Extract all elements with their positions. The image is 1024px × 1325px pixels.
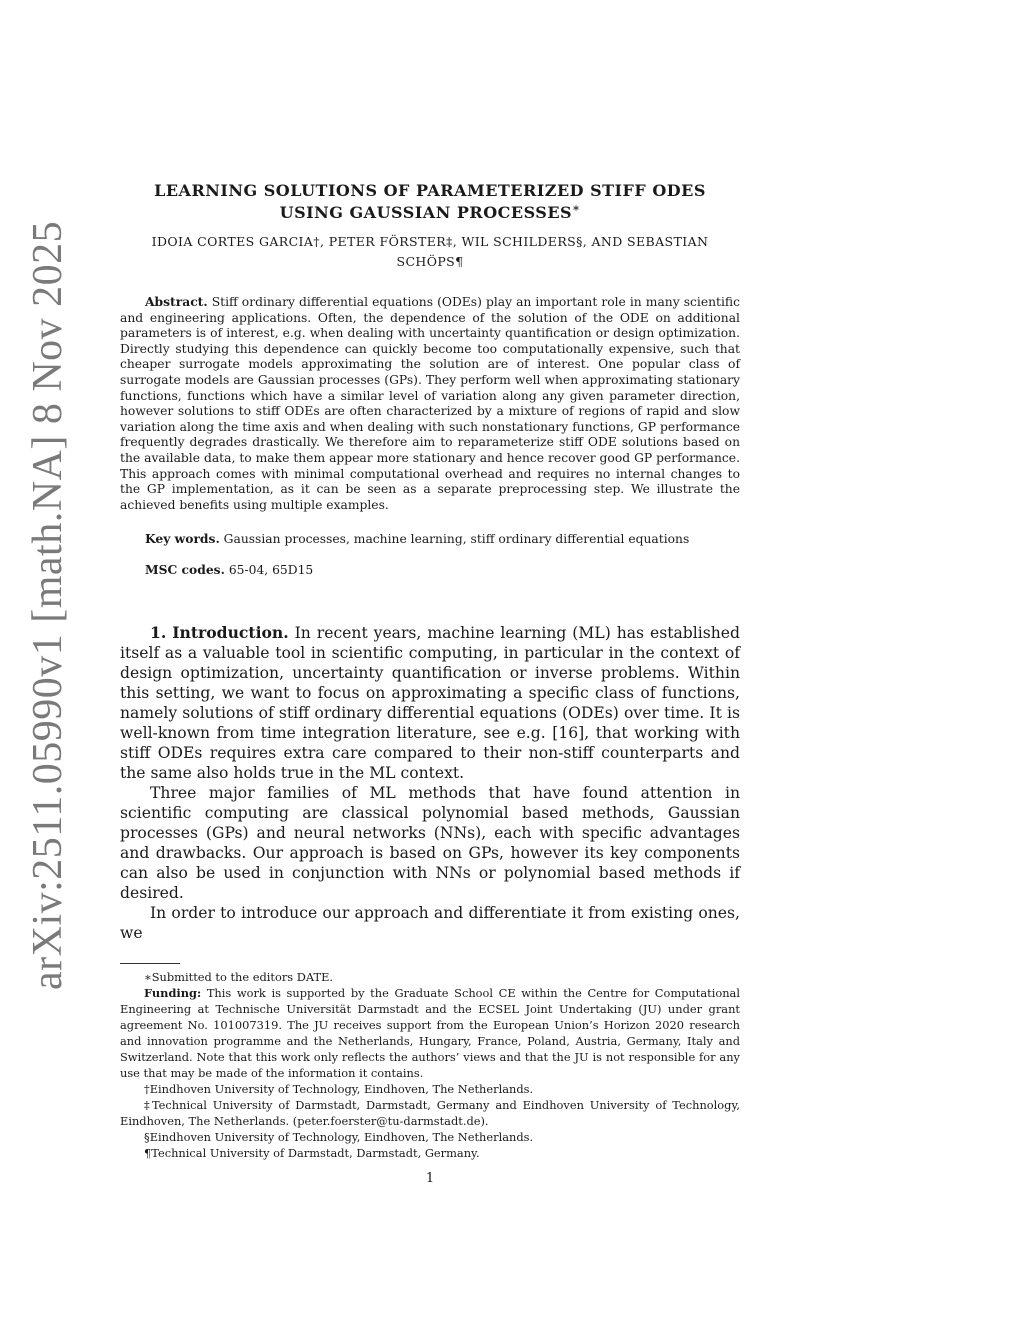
abstract	[120, 294, 740, 513]
msc-codes	[120, 562, 740, 577]
paper-page	[120, 180, 740, 943]
footnote-dagger: †Eindhoven University of Technology, Eindhoven, The Netherlands.	[144, 1082, 534, 1096]
arxiv-identifier-stamp: arXiv:2511.05990v1 [math.NA] 8 Nov 2025	[25, 220, 71, 990]
title-line-2: USING GAUSSIAN PROCESSES	[279, 203, 573, 222]
keywords	[120, 531, 740, 546]
intro-paragraph-2: Three major families of ML methods that have found attention in scientific computing are classical polynomial based methods, Gaussian processes (GPs) and neural networks (NNs), each with specific advantages and drawbacks. Our approach is based on GPs, however its key components can also be used in conjunction with NNs or polynomial based methods if desired.	[120, 784, 740, 903]
paper-title	[120, 180, 740, 224]
keywords-label: Key words.	[145, 531, 220, 547]
footnote-double-dagger: ‡Technical University of Darmstadt, Darmstadt, Germany and Eindhoven University of Technology, Eindhoven, The Netherlands. (peter.foerster@tu-darmstadt.de).	[120, 1098, 740, 1128]
funding-text: This work is supported by the Graduate School CE within the Centre for Computational Engineering at Technische Universität Darmstadt and the ECSEL Joint Undertaking (JU) under grant agreement No. 101007319. The JU receives support from the European Union’s Horizon 2020 research and innovation programme and the Netherlands, Hungary, France, Poland, Austria, Germany, Italy and Switzerland. Note that this work only reflects the authors’ views and that the JU is not responsible for any use that may be made of the information it contains.	[120, 986, 740, 1080]
abstract-label: Abstract.	[145, 294, 208, 309]
introduction-section	[120, 623, 740, 943]
abstract-text: Stiff ordinary differential equations (ODEs) play an important role in many scientific and engineering applications. Often, the dependence of the solution of the ODE on additional parameters is of interest, e.g. when dealing with uncertainty quantification or design optimization. Directly studying this dependence can quickly become too computationally expensive, such that cheaper surrogate models approximating the solution are of interest. One popular class of surrogate models are Gaussian processes (GPs). They perform well when approximating stationary functions, functions which have a similar level of variation along any given parameter direction, however solutions to stiff ODEs are often characterized by a mixture of regions of rapid and slow variation along the time axis and when dealing with such nonstationary functions, GP performance frequently degrades drastically. We therefore aim to reparameterize stiff ODE solutions based on the available data, to make them appear more stationary and hence recover good GP performance. This approach comes with minimal computational overhead and requires no internal changes to the GP implementation, as it can be seen as a separate preprocessing step. We illustrate the achieved benefits using multiple examples.	[120, 295, 740, 512]
footnote-section-mark: §Eindhoven University of Technology, Eindhoven, The Netherlands.	[144, 1130, 534, 1144]
footnote-funding	[120, 985, 740, 1081]
title-line-1: LEARNING SOLUTIONS OF PARAMETERIZED STIFF ODES	[154, 181, 706, 200]
msc-label: MSC codes.	[145, 562, 225, 578]
footnotes	[120, 963, 740, 1161]
intro-paragraph-1	[120, 623, 740, 783]
footnote-submitted: ∗Submitted to the editors DATE.	[144, 970, 334, 984]
author-list: IDOIA CORTES GARCIA†, PETER FÖRSTER‡, WIL SCHILDERS§, AND SEBASTIAN SCHÖPS¶	[151, 234, 709, 269]
title-footnote-mark: ∗	[572, 200, 581, 215]
section-heading: Introduction.	[172, 623, 289, 643]
footnote-rule	[120, 963, 180, 964]
msc-text: 65-04, 65D15	[228, 563, 314, 578]
section-number: 1.	[150, 623, 167, 643]
keywords-text: Gaussian processes, machine learning, stiff ordinary differential equations	[223, 532, 690, 547]
intro-paragraph-1-text: In recent years, machine learning (ML) has established itself as a valuable tool in scientific computing, in particular in the context of design optimization, uncertainty quantification or inverse problems. Within this setting, we want to focus on approximating a specific class of functions, namely solutions of stiff ordinary differential equations (ODEs) over time. It is well-known from time integration literature, see e.g. [16], that working with stiff ODEs requires extra care compared to their non-stiff counterparts and the same also holds true in the ML context.	[120, 624, 740, 783]
footnote-pilcrow: ¶Technical University of Darmstadt, Darmstadt, Germany.	[144, 1146, 480, 1160]
page-number: 1	[425, 1171, 435, 1186]
intro-paragraph-3: In order to introduce our approach and differentiate it from existing ones, we	[120, 904, 740, 943]
funding-label: Funding:	[144, 986, 202, 1000]
